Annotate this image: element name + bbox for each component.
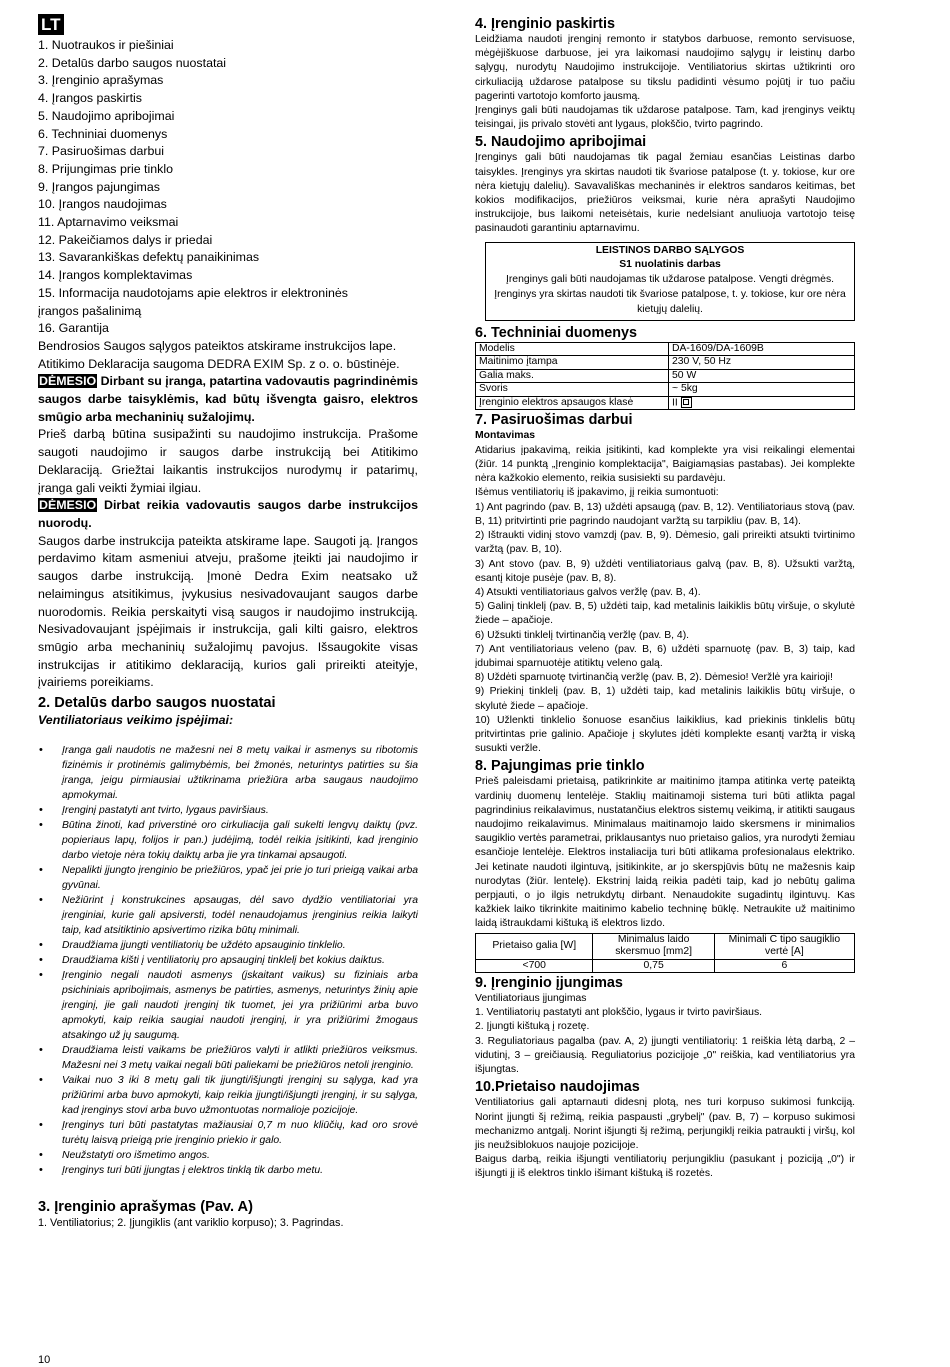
table-header: Minimalus laido skersmuo [mm2] xyxy=(593,933,714,959)
section-10-title: 10.Prietaiso naudojimas xyxy=(475,1079,640,1096)
table-cell: Maitinimo įtampa xyxy=(476,356,669,370)
intro-declaration: Atitikimo Deklaracija saugoma DEDRA EXIM Sp. z o. o. būstinėje. xyxy=(38,356,400,371)
section-7-subtitle: Montavimas xyxy=(475,430,536,442)
warning-2 xyxy=(38,497,418,532)
table-header: Prietaiso galia [W] xyxy=(476,933,593,959)
toc-item: 16. Garantija xyxy=(38,321,109,336)
warning-tag: DĖMESIO xyxy=(39,498,97,513)
toc-item: 3. Įrenginio aprašymas xyxy=(38,73,164,88)
table-row xyxy=(476,369,855,383)
box-line: Įrenginys yra skirtas naudoti tik švariose patalpose, t. y. tokiose, kur ore nėra kietųjų dalelių. xyxy=(494,289,846,315)
toc-item: 10. Įrangos naudojimas xyxy=(38,197,167,212)
list-item: • Įrenginį pastatyti ant tvirto, lygaus paviršiaus. xyxy=(62,803,418,818)
table-cell: 50 W xyxy=(669,369,855,383)
toc-item: 1. Nuotraukos ir piešiniai xyxy=(38,38,174,52)
list-item: • Vaikai nuo 3 iki 8 metų gali tik įjungti/išjungti įrenginį su sąlyga, kad yra prižiūrimi arba buvo apmokyti, kaip reikia įjungti/išjungti įrenginį, ir su sąlyga, kad įrenginys stovi arba buvo užmontuotas normalioje pozicijoje. xyxy=(62,1073,418,1118)
table-cell: Svoris xyxy=(476,383,669,397)
section-4-text: Leidžiama naudoti įrenginį remonto ir statybos darbuose, remonto servisuose, mėgėjiškuose darbuose, jei yra laikomasi naudojimo sąlygų ir leistinų darbo sąlygų, nurodytų Naudojimo instrukcijoje. Ventiliatorius skirtas užtikrinti oro cirkuliaciją uždarose patalpose su tikslu padidinti vėsumo pojūtį ir tuo pačiu pagerinti vartotojo komforto jausmą. xyxy=(475,34,855,102)
table-row xyxy=(476,396,855,410)
section-2-title: 2. Detalūs darbo saugos nuostatai xyxy=(38,695,276,712)
tech-data-table xyxy=(475,342,855,411)
toc-item: 5. Naudojimo apribojimai xyxy=(38,108,175,123)
list-item: • Draudžiama kišti į ventiliatorių pro apsauginį tinklelį bet kokius daiktus. xyxy=(62,953,418,968)
toc-item: 9. Įrangos pajungimas xyxy=(38,179,160,194)
list-item: • Įrenginys turi būti pastatytas mažiausiai 0,7 m nuo kliūčių, kad oro srovė turėtų laisvą prieigą prie įrenginio priekio ir galo. xyxy=(62,1118,418,1148)
assembly-step: 3) Ant stovo (pav. B, 9) uždėti ventiliatoriaus galvą (pav. B, 8). Užsukti varžtą, esantį kitoje pusėje (pav. B, 8). xyxy=(475,558,855,584)
left-column xyxy=(38,14,418,1230)
table-cell: Įrenginio elektros apsaugos klasė xyxy=(476,396,669,410)
section-5-title: 5. Naudojimo apribojimai xyxy=(475,134,647,151)
section-8-text: Prieš paleisdami prietaisą, patikrinkite ar maitinimo įtampa atitinka vertę pateiktą vardinių duomenų lentelėje. Staklių maitinamoji sistema turi būti atlikta pagal pagrindinius reikalavimus, nustatančius elektros sistemų veikimą, ir atitikti saugaus naudojimo reikalavimus. Minimalaus maitinamojo laido skersmens ir minimalios saugiklio vertės parametrai, priklausantys nuo prietaiso galios, yra nurodyti žemiau esančioje lentelėje. Elektros instaliacija turi būti atlikama profesionalaus elektriko. Jei ketinate naudoti ilgintuvą, įsitikinkite, ar jo skerspjūvis būtų ne mažesnis kaip nurodytas (žiūr. lentelę). Ekstrinį laidą reikia padėti taip, kad jo nebūtų galima perpjauti, o jo ilgis netrukdytų dirbant. Nenaudokite sugadintų ilgintuvų. Kas kažkiek laiko tikrinkite maitinimo kabelio techninę būklę. Netraukite už maitinimo laidą ištraukdami kištuką iš elektros lizdo. xyxy=(475,776,855,930)
toc-item: 2. Detalūs darbo saugos nuostatai xyxy=(38,55,227,70)
warning-1 xyxy=(38,373,418,426)
list-item: • Nepalikti įjungto įrenginio be priežiūros, ypač jei prie jo turi prieigą vaikai arba gyvūnai. xyxy=(62,863,418,893)
list-item: • Draudžiama įjungti ventiliatorių be uždėto apsauginio tinklelio. xyxy=(62,938,418,953)
box-subtitle: S1 nuolatinis darbas xyxy=(619,259,721,271)
intro-general-safety: Bendrosios Saugos sąlygos pateiktos atskirame instrukcijos lape. xyxy=(38,338,397,353)
warning-text: Dirbant su įranga, patartina vadovautis pagrindinėmis saugos darbe taisyklėmis, kad būtų išvengta gaisro, elektros smūgio arba mechaninių sužalojimų. xyxy=(38,374,419,424)
table-header: Minimali C tipo saugiklio vertė [A] xyxy=(714,933,854,959)
box-title: LEISTINOS DARBO SĄLYGOS xyxy=(595,244,745,256)
section-10-text-2: Baigus darbą, reikia išjungti ventiliatorių perjungikliu (pasukant į poziciją „0") ir išjungti jį iš elektros tinklo išimant kištuką iš rozetės. xyxy=(475,1154,855,1180)
cable-table xyxy=(475,933,855,974)
toc-item: 8. Prijungimas prie tinklo xyxy=(38,161,173,176)
toc-item: 12. Pakeičiamos dalys ir priedai xyxy=(38,232,213,247)
toc-item: 13. Savarankiškas defektų panaikinimas xyxy=(38,250,260,265)
warning-text: Dirbat reikia vadovautis saugos darbe instrukcijos nuorodų. xyxy=(38,498,418,530)
list-item: • Įranga gali naudotis ne mažesni nei 8 metų vaikai ir asmenys su ribotomis fizinėmis ir protinėmis galimybėmis, bei žmonės, neturintys patirties su šia įranga, jeigu pirmiausiai užtikrinama priežiūra arba saugaus naudojimo apmokymai. xyxy=(62,743,418,803)
allowed-conditions-box xyxy=(485,242,855,321)
language-badge: LT xyxy=(38,14,64,35)
table-cell: <700 xyxy=(476,959,593,973)
section-3-text: 1. Ventiliatorius; 2. Įjungiklis (ant variklio korpuso); 3. Pagrindas. xyxy=(38,1217,344,1230)
right-column xyxy=(475,16,855,1182)
safety-list xyxy=(38,743,418,1178)
list-item: • Nežiūrint į konstrukcines apsaugas, dėl savo dydžio ventiliatoriai yra įrenginiai, kurie gali apsiversti, todėl nenaudojamus įrenginius reikia laikyti taip, kad atsitiktinio apsivertimo rizika būtų minimali. xyxy=(62,893,418,938)
toc-item: 4. Įrangos paskirtis xyxy=(38,91,142,106)
section-9-line: 3. Reguliatoriaus pagalba (pav. A, 2) įjungti ventiliatorių: 1 reiškia lėtą darbą, 2 – vidutinį, 3 – greičiausią. Reguliatorius pozicijoje „0" reiškia, kad ventiliatorius yra išjungtas. xyxy=(475,1035,855,1076)
toc-item: 7. Pasiruošimas darbui xyxy=(38,144,165,159)
assembly-step: 9) Priekinį tinklelį (pav. B, 1) uždėti taip, kad metalinis laikiklis būtų viršuje, o skylutė žiede – apačioje. xyxy=(475,686,855,712)
toc-item: 11. Aptarnavimo veiksmai xyxy=(38,215,179,230)
list-item: • Neužstatyti oro išmetimo angos. xyxy=(62,1148,418,1163)
section-5-text: Įrenginys gali būti naudojamas tik pagal žemiau esančias Leistinas darbo taisykles. Įrenginys yra skirtas naudoti tik švariose patalpose (t. y. tokiose, kur ore nėra kietųjų dalelių). Savavališkas mechaninės ir elektros sandaros keitimas, bet kokios modifikacijos, priežiūros veiksmai, kurie nėra aprašyti Naudojimo instrukcijoje, bus laikomi neteisėtais, kurie nedelsiant anuliuoja vartotojo teisę pasinaudoti garantiniu aptarnavimu. xyxy=(475,152,855,235)
assembly-step: 4) Atsukti ventiliatoriaus galvos veržlę (pav. B, 4). xyxy=(475,586,701,598)
section-9-line: Ventiliatoriaus įjungimas xyxy=(475,993,587,1005)
section-7-title: 7. Pasiruošimas darbui xyxy=(475,412,633,429)
toc-item: 6. Techniniai duomenys xyxy=(38,126,168,141)
intro-safety-text: Saugos darbe instrukcija pateikta atskirame lape. Saugoti ją. Įrangos perdavimo kitam asmeniui atveju, prašome įteikti jai naudojimo ir saugos darbe instrukciją. Įmonė Dedra Exim neatsako už nelaimingus atsitikimus, įvykusius nesivadovaujant saugos darbe nuorodomis. Reikia perskaityti visą saugos ir naudojimo instrukciją. Nesivadovaujant įspėjimais ir instrukcija, gali kilti gaisro, elektros smūgio arba mechaninių sužalojimų pavojus. Išsaugokite visas instrukcijas ir atitikimo deklaraciją, kurios gali prireikti ateityje, įvairiems poreikiams. xyxy=(38,533,418,690)
table-of-contents xyxy=(38,37,418,338)
box-line: Įrenginys gali būti naudojamas tik uždarose patalpose. Vengti drėgmės. xyxy=(505,274,835,286)
intro-read-manual: Prieš darbą būtina susipažinti su naudojimo instrukcija. Prašome saugoti naudojimo ir saugos darbe instrukciją bei Atitikimo Deklaraciją. Griežtai laikantis instrukcijos nurodymų ir patarimų, įranga gali veikti žymiai ilgiau. xyxy=(38,427,418,495)
section-9-line: 2. Įjungti kištuką į rozetę. xyxy=(475,1021,590,1033)
section-7-text-2: Išėmus ventiliatorių iš įpakavimo, jį reikia sumontuoti: xyxy=(475,487,719,499)
section-7-text: Atidarius įpakavimą, reikia įsitikinti, kad komplekte yra visi reikalingi elementai (žiūr. 14 punktą „Įrenginio komplektacija", Baigiamąsias pastabas). Jei komplekte nėra kažkokio elemento, reikia susisiekti su pardavėju. xyxy=(475,444,855,485)
protection-class-value: II xyxy=(672,396,678,408)
table-cell: Galia maks. xyxy=(476,369,669,383)
table-row xyxy=(476,933,855,959)
table-cell: DA-1609/DA-1609B xyxy=(669,342,855,356)
assembly-step: 10) Užlenkti tinklelio šonuose esančius laikiklius, kad priekinis tinklelis būtų pritvirtintas prie galinio. Apačioje į skylutes įdėti komplekte esantį varžtą ir viską susukti veržle. xyxy=(475,714,855,755)
toc-item: 15. Informacija naudotojams apie elektros ir elektroninės įrangos pašalinimą xyxy=(38,285,348,318)
section-4-title: 4. Įrenginio paskirtis xyxy=(475,16,615,32)
list-item: • Būtina žinoti, kad priverstinė oro cirkuliacija gali sukelti lengvų daiktų (pvz. popieriaus lapų, folijos ir pan.) judėjimą, todėl reikia įsitikinti, kad įrenginio darbo vietoje nėra tokių daiktų arba jie yra tinkamai apsaugoti. xyxy=(62,818,418,863)
list-item: • Įrenginio negali naudoti asmenys (įskaitant vaikus) su fiziniais arba psichiniais apribojimais, asmenys be patirties, asmenys, neturintys žinių apie įrenginį, jie gali naudoti įrenginį tik tuomet, jei yra prižiūrimi arba buvo apmokyti, kaip reikia saugiai naudoti įrenginį, ir yra prižiūrimi žmogaus atsakingo už jų saugumą. xyxy=(62,968,418,1043)
table-cell: ~ 5kg xyxy=(669,383,855,397)
table-cell: Modelis xyxy=(476,342,669,356)
section-9-line: 1. Ventiliatorių pastatyti ant plokščio, lygaus ir tvirto paviršiaus. xyxy=(475,1007,763,1019)
table-row xyxy=(476,959,855,973)
section-8-title: 8. Pajungimas prie tinklo xyxy=(475,758,645,775)
table-cell: 230 V, 50 Hz xyxy=(669,356,855,370)
section-10-text: Ventiliatorius gali aptarnauti didesnį plotą, nes turi korpuso sukimosi funkciją. Norint įjungti šį režimą, reikia paspausti „grybelį" (pav. B, 7) – korpuso sukimosi mechanizmo antgalį. Norint išjungti šį režimą, perjungiklį reikia patraukti į viršų, kol jis neužsiblokuos naujoje pozicijoje. xyxy=(475,1097,855,1151)
page-number: 10 xyxy=(38,1354,51,1366)
table-row xyxy=(476,342,855,356)
warning-tag: DĖMESIO xyxy=(39,374,97,389)
section-6-title: 6. Techniniai duomenys xyxy=(475,324,638,341)
toc-item: 14. Įrangos komplektavimas xyxy=(38,268,193,283)
table-row xyxy=(476,356,855,370)
section-4-text-2: Įrenginys gali būti naudojamas tik uždarose patalpose. Tam, kad įrenginys veiktų teisingai, jis privalo stovėti ant lygaus, plokščio, tvirto pagrindo. xyxy=(475,105,855,131)
table-cell xyxy=(669,396,855,410)
assembly-step: 7) Ant ventiliatoriaus veleno (pav. B, 6) uždėti sparnuotę (pav. B, 3) taip, kad įdubimai sparnuotėje atitiktų veleno galą. xyxy=(475,643,855,669)
assembly-step: 6) Užsukti tinklelį tvirtinančią veržlę (pav. B, 4). xyxy=(475,629,690,641)
assembly-step: 8) Uždėti sparnuotę tvirtinančią veržlę (pav. B, 2). Dėmesio! Veržlė yra kairioji! xyxy=(475,672,833,684)
section-2-subtitle: Ventiliatoriaus veikimo įspėjimai: xyxy=(38,713,234,728)
table-cell: 6 xyxy=(714,959,854,973)
assembly-step: 2) Ištraukti vidinį stovo vamzdį (pav. B, 9). Dėmesio, gali prireikti atsukti tvirtinimo varžtą (pav. B, 10). xyxy=(475,530,855,556)
section-3-title: 3. Įrenginio aprašymas (Pav. A) xyxy=(38,1199,253,1216)
assembly-step: 5) Galinį tinklelį (pav. B, 5) uždėti taip, kad metalinis laikiklis būtų viršuje, o skylutė žiede – apačioje. xyxy=(475,601,855,627)
list-item: • Įrenginys turi būti įjungtas į elektros tinklą tik darbo metu. xyxy=(62,1163,418,1178)
class-ii-icon xyxy=(681,397,692,408)
table-cell: 0,75 xyxy=(593,959,714,973)
table-row xyxy=(476,383,855,397)
assembly-step: 1) Ant pagrindo (pav. B, 13) uždėti apsaugą (pav. B, 12). Ventiliatoriaus stovą (pav. B, 11) pritvirtinti prie pagrindo naudojant varžtą su tarpikliu (pav. B, 14). xyxy=(475,501,855,527)
list-item: • Draudžiama leisti vaikams be priežiūros valyti ir atlikti priežiūros veiksmus. Mažesni nei 3 metų vaikai negali būti paliekami be priežiūros netoli įrenginio. xyxy=(62,1043,418,1073)
section-9-title: 9. Įrenginio įjungimas xyxy=(475,975,623,992)
